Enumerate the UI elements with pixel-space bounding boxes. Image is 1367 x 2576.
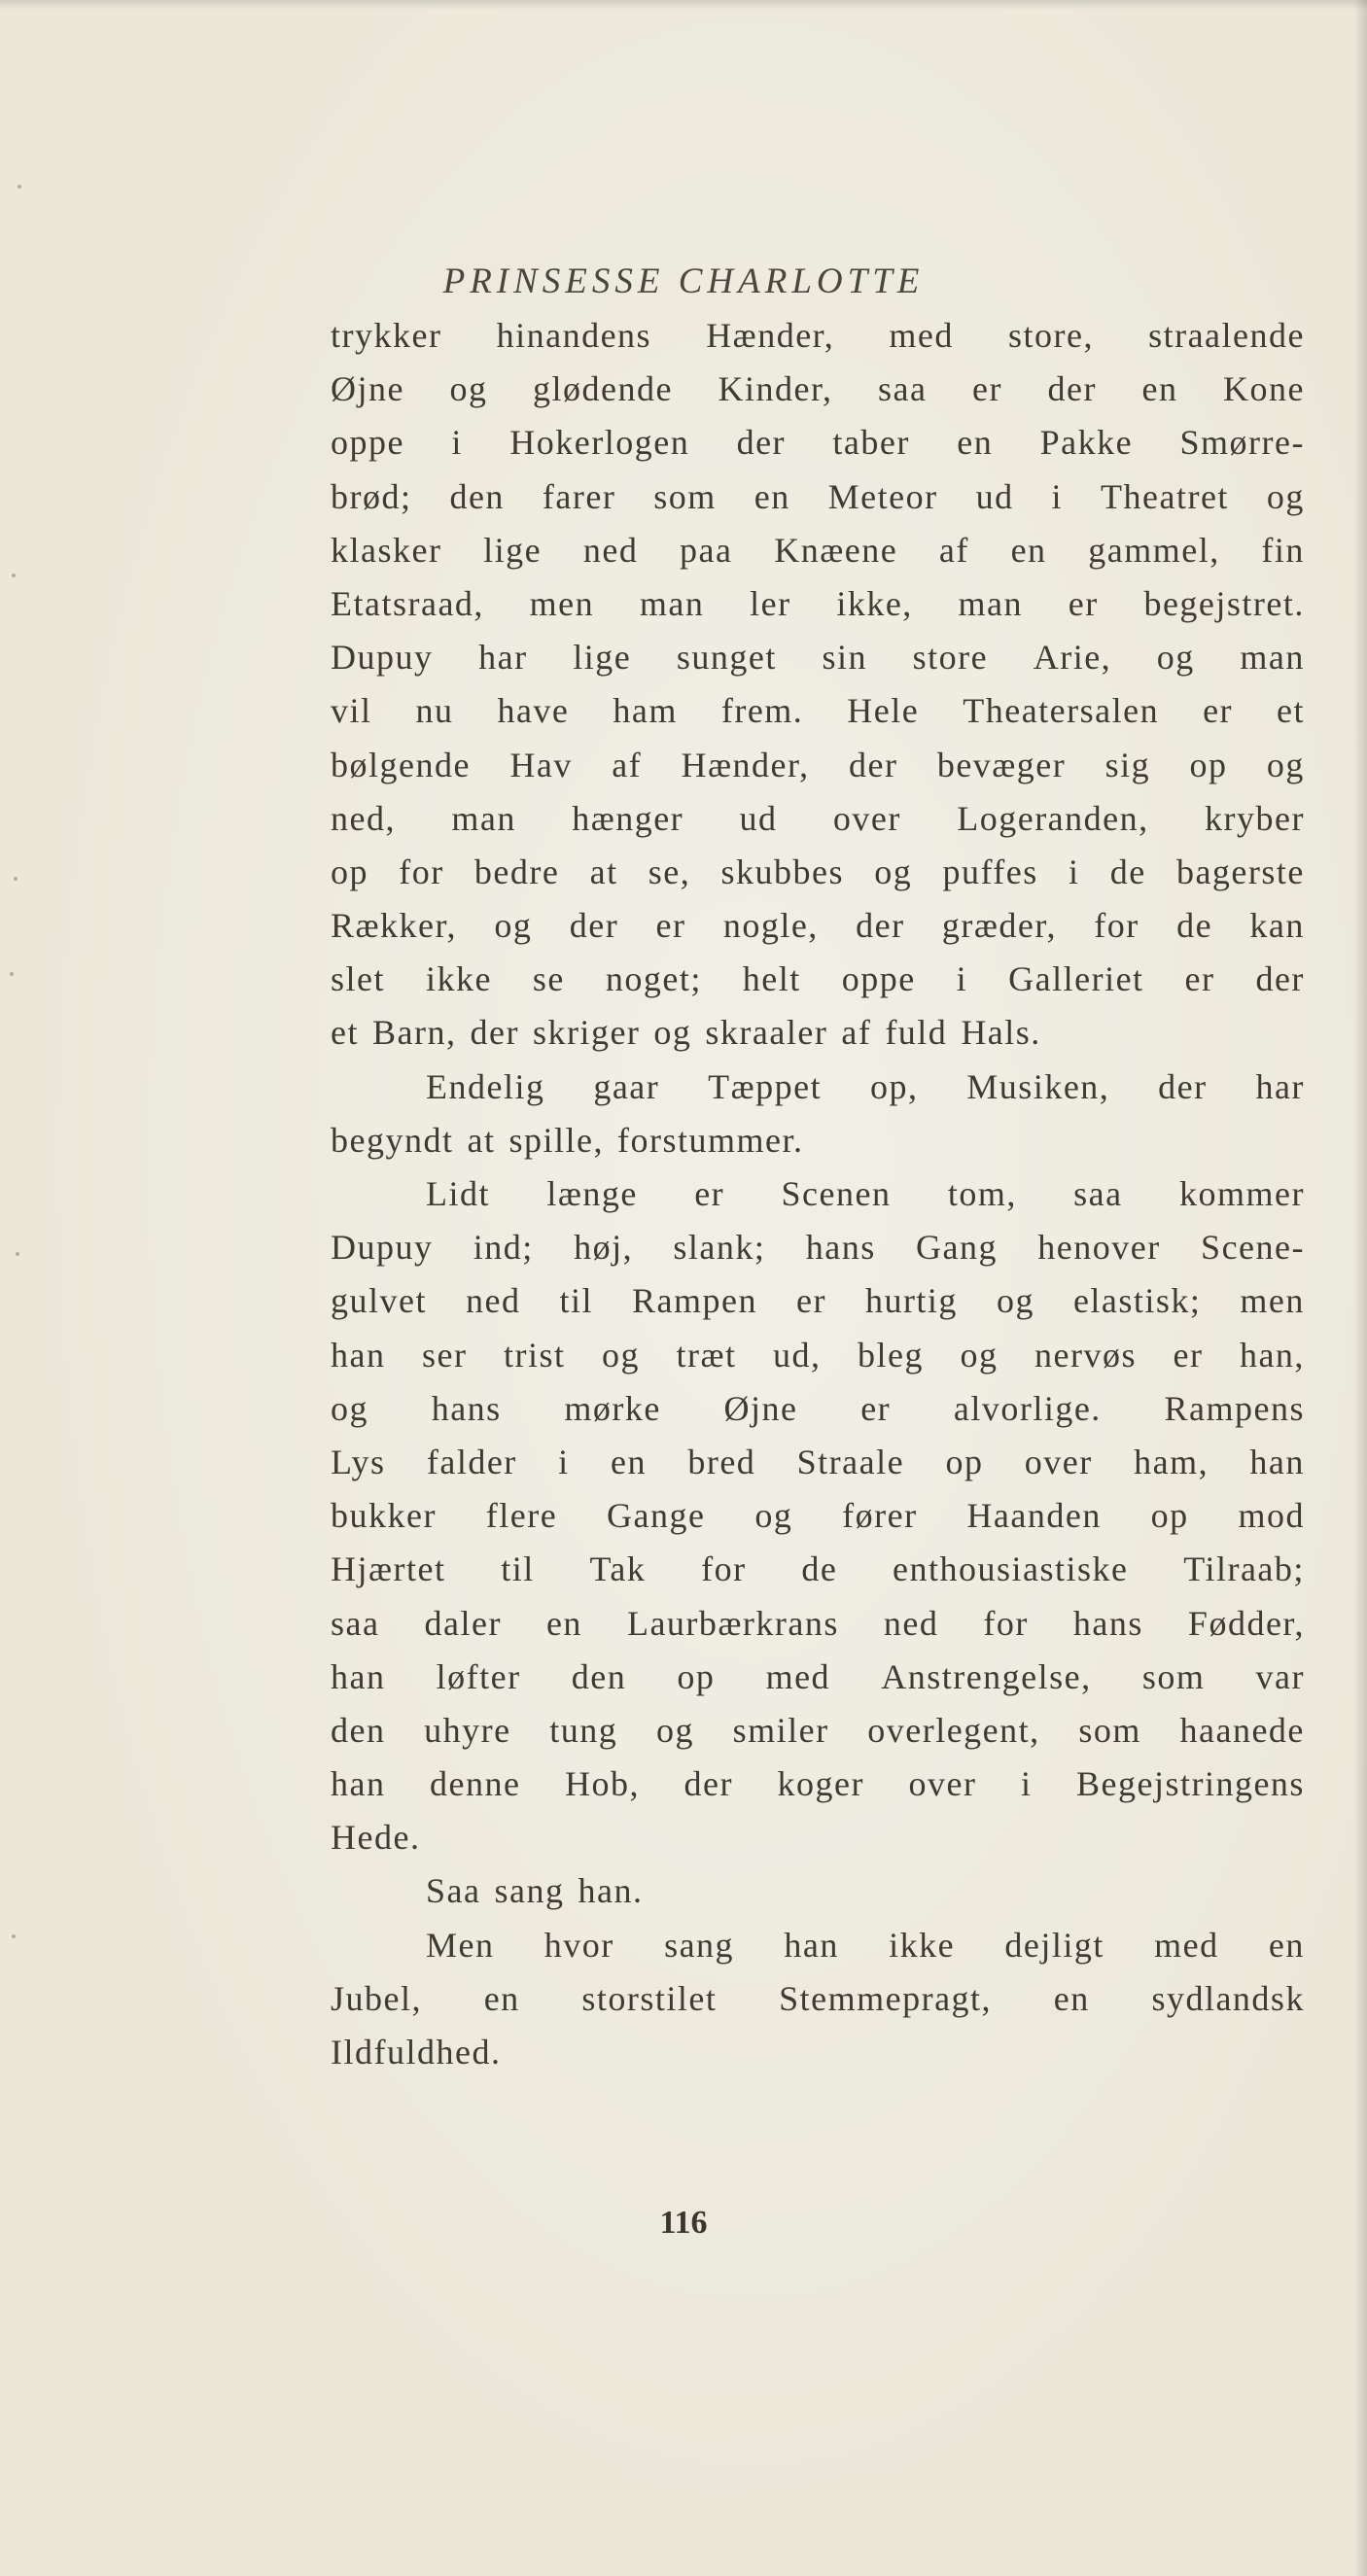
word: der <box>736 423 787 463</box>
word: Etatsraad, <box>331 583 484 623</box>
word: nu <box>415 691 454 731</box>
word: er <box>655 906 686 946</box>
word: der <box>856 906 905 946</box>
word: se <box>532 959 565 999</box>
word: han <box>784 1925 839 1965</box>
word: koger <box>777 1764 864 1804</box>
word: Fødder, <box>1187 1603 1305 1643</box>
word: en <box>545 1603 582 1643</box>
word: smiler <box>732 1710 829 1750</box>
word: Anstrengelse, <box>881 1656 1092 1696</box>
word: den <box>331 1710 386 1750</box>
word: Hav <box>509 745 573 784</box>
word: Pakke <box>1039 423 1134 463</box>
word: Rampens <box>1164 1388 1305 1428</box>
word: trist <box>503 1335 566 1375</box>
word: man <box>451 798 516 838</box>
text-line <box>331 1329 1305 1382</box>
text-line <box>331 1221 1305 1274</box>
word: Barn, <box>371 1013 457 1053</box>
word: en <box>611 1442 647 1481</box>
word: op <box>1150 1496 1189 1536</box>
word: Theatret <box>1101 476 1229 516</box>
word: kryber <box>1205 798 1305 838</box>
word: ned <box>465 1281 521 1321</box>
word: han <box>331 1764 386 1804</box>
word: skraaler <box>705 1013 828 1053</box>
word: Rampen <box>631 1281 757 1321</box>
text-line <box>331 739 1305 792</box>
word: klasker <box>331 530 442 570</box>
word: gulvet <box>331 1281 427 1321</box>
word: ud <box>739 798 778 838</box>
word: er <box>972 369 1002 409</box>
word: men <box>1240 1281 1305 1321</box>
word: saa <box>1073 1174 1123 1213</box>
paper-speck <box>12 574 16 577</box>
word: store, <box>1007 316 1094 355</box>
word: der <box>1255 959 1305 999</box>
word: den <box>571 1656 627 1696</box>
word: lige <box>483 530 543 570</box>
word: til <box>501 1549 535 1589</box>
word: ser <box>421 1335 468 1375</box>
word: og <box>655 1710 694 1750</box>
word: op <box>677 1656 716 1696</box>
word: oppe <box>331 423 404 463</box>
paper-speck <box>10 972 14 976</box>
text-line <box>331 1597 1305 1651</box>
word: han <box>331 1656 386 1696</box>
word: de <box>1176 906 1213 946</box>
word: ham, <box>1134 1442 1209 1481</box>
word: alvorlige. <box>953 1388 1102 1428</box>
word: i <box>558 1442 570 1481</box>
word: sang <box>494 1871 565 1911</box>
text-line <box>331 309 1305 363</box>
text-line <box>331 953 1305 1006</box>
word: at <box>467 1120 496 1160</box>
word: puffes <box>942 852 1038 891</box>
word: der <box>470 1013 519 1053</box>
word: Scenen <box>781 1174 892 1213</box>
word: til <box>559 1281 593 1321</box>
word: Knæene <box>774 530 898 570</box>
word: sin <box>822 638 867 678</box>
word: og <box>601 1335 640 1375</box>
word: og <box>874 852 913 891</box>
word: ikke <box>425 959 492 999</box>
text-line <box>331 524 1305 577</box>
word: ler <box>750 583 791 623</box>
word: begejstret. <box>1143 583 1305 623</box>
text-line <box>331 684 1305 738</box>
word: bevæger <box>936 745 1067 784</box>
page-top-shadow <box>0 0 1367 10</box>
word: og <box>331 1388 368 1428</box>
word: fører <box>842 1496 918 1536</box>
word: Ildfuldhed. <box>331 2033 502 2071</box>
word: hænger <box>572 798 684 838</box>
word: hvor <box>543 1925 614 1965</box>
word: et <box>331 1013 359 1053</box>
word: er <box>795 1281 826 1321</box>
word: Hals. <box>961 1013 1041 1053</box>
word: noget; <box>605 959 702 999</box>
word: de <box>1109 852 1146 891</box>
word: med <box>1154 1925 1219 1965</box>
word: at <box>589 852 618 891</box>
word: ned, <box>331 798 396 838</box>
word: tung <box>549 1710 618 1750</box>
page-edge-shadow <box>1353 0 1367 2576</box>
word: Hjærtet <box>331 1549 446 1589</box>
word: Dupuy <box>331 1228 434 1268</box>
word: Theatersalen <box>963 691 1160 731</box>
word: i <box>451 423 463 463</box>
word: kommer <box>1178 1174 1305 1213</box>
word: store <box>912 638 989 678</box>
word: haanede <box>1179 1710 1305 1750</box>
word: den <box>449 476 505 516</box>
word: af <box>938 530 969 570</box>
word: Hænder, <box>706 316 835 355</box>
word: som <box>653 476 717 516</box>
word: længe <box>546 1174 638 1213</box>
word: Hænder, <box>681 745 810 784</box>
word: Jubel, <box>331 1978 422 2018</box>
word: vil <box>331 691 372 731</box>
word: der <box>1047 369 1097 409</box>
word: sig <box>1104 745 1151 784</box>
word: for <box>983 1603 1029 1643</box>
word: Hede. <box>331 1818 421 1858</box>
word: og <box>653 1013 692 1053</box>
word: han, <box>1239 1335 1305 1375</box>
word: som <box>1141 1656 1206 1696</box>
word: ikke <box>889 1925 956 1965</box>
text-line <box>331 470 1305 524</box>
word: høj, <box>574 1228 634 1268</box>
text-line <box>331 1811 1305 1864</box>
word: sydlandsk <box>1151 1978 1305 2018</box>
text-line <box>331 363 1305 416</box>
word: mod <box>1238 1496 1305 1536</box>
word: mørke <box>564 1388 661 1428</box>
word: for <box>701 1549 747 1589</box>
word: kan <box>1249 906 1305 946</box>
word: Endelig <box>426 1066 545 1106</box>
word: Galleriet <box>1008 959 1144 999</box>
text-line <box>331 899 1305 953</box>
word: men <box>529 583 595 623</box>
text-line <box>331 1167 1305 1221</box>
word: for <box>1094 906 1139 946</box>
text-line <box>331 1489 1305 1543</box>
word: Tæppet <box>708 1066 823 1106</box>
word: ud <box>975 476 1014 516</box>
word: er <box>1184 959 1215 999</box>
word: har <box>1255 1066 1305 1106</box>
word: i <box>956 959 968 999</box>
word: over <box>908 1764 977 1804</box>
word: nervøs <box>1034 1335 1137 1375</box>
word: Tilraab; <box>1183 1549 1305 1589</box>
word: Scene- <box>1201 1228 1305 1268</box>
word: der <box>848 745 898 784</box>
word: op, <box>869 1066 919 1106</box>
word: Øjne <box>331 369 404 409</box>
word: man <box>958 583 1024 623</box>
text-line <box>331 2026 1305 2079</box>
page-number: 116 <box>659 2205 708 2241</box>
word: paa <box>680 530 733 570</box>
text-line <box>331 1704 1305 1758</box>
word: Saa <box>426 1871 481 1911</box>
word: Gang <box>916 1228 998 1268</box>
word: storstilet <box>581 1978 718 2018</box>
word: straalende <box>1148 316 1305 355</box>
word: løfter <box>436 1656 521 1696</box>
word: taber <box>832 423 910 463</box>
word: bukker <box>331 1496 437 1536</box>
word: Stemmepragt, <box>779 1978 993 2018</box>
word: sunget <box>676 638 777 678</box>
word: der <box>684 1764 733 1804</box>
word: hinandens <box>496 316 652 355</box>
text-line <box>331 792 1305 846</box>
word: sang <box>664 1925 735 1965</box>
text-line <box>331 1061 1305 1114</box>
word: denne <box>430 1764 521 1804</box>
word: op <box>945 1442 984 1481</box>
word: en <box>1268 1925 1305 1965</box>
word: henover <box>1037 1228 1161 1268</box>
word: trykker <box>331 316 442 355</box>
paper-speck <box>12 1934 16 1938</box>
word: helt <box>742 959 801 999</box>
word: som <box>1078 1710 1141 1750</box>
word: Lidt <box>426 1174 490 1213</box>
word: se, <box>648 852 691 891</box>
word: han <box>1249 1442 1305 1481</box>
word: i <box>1051 476 1064 516</box>
word: Hele <box>847 691 920 731</box>
word: Dupuy <box>331 638 434 678</box>
text-line <box>331 1972 1305 2026</box>
body-text <box>331 309 1305 2079</box>
word: falder <box>426 1442 517 1481</box>
word: nogle, <box>722 906 819 946</box>
word: enthousiastiske <box>893 1549 1129 1589</box>
word: Laurbærkrans <box>626 1603 839 1643</box>
word: ham <box>613 691 678 731</box>
running-head: PRINSESSE CHARLOTTE <box>442 261 925 301</box>
word: af <box>841 1013 872 1053</box>
word: Straale <box>796 1442 905 1481</box>
word: hans <box>805 1228 876 1268</box>
word: en <box>1053 1978 1090 2018</box>
word: Tak <box>589 1549 647 1589</box>
text-line <box>331 1274 1305 1328</box>
word: var <box>1255 1656 1305 1696</box>
word: bedre <box>473 852 560 891</box>
word: er <box>1068 583 1099 623</box>
word: har <box>478 638 528 678</box>
word: dejligt <box>1004 1925 1104 1965</box>
word: Men <box>426 1925 495 1965</box>
word: op <box>331 852 368 891</box>
word: en <box>1010 530 1047 570</box>
word: hans <box>1072 1603 1143 1643</box>
text-line <box>331 1919 1305 1972</box>
word: Begejstringens <box>1075 1764 1305 1804</box>
word: træt <box>676 1335 737 1375</box>
word: græder, <box>941 906 1057 946</box>
word: slank; <box>673 1228 766 1268</box>
word: ikke, <box>836 583 913 623</box>
word: farer <box>542 476 616 516</box>
word: han. <box>578 1871 644 1911</box>
word: og <box>494 906 533 946</box>
word: og <box>1156 638 1195 678</box>
word: skriger <box>532 1013 641 1053</box>
word: fuld <box>885 1013 948 1053</box>
word: Lys <box>331 1442 386 1481</box>
word: ud, <box>773 1335 822 1375</box>
word: Hokerlogen <box>509 423 690 463</box>
word: ned <box>883 1603 939 1643</box>
word: gaar <box>593 1066 660 1106</box>
word: for <box>399 852 444 891</box>
word: er <box>1203 691 1234 731</box>
word: over <box>832 798 901 838</box>
word: gammel, <box>1088 530 1220 570</box>
word: elastisk; <box>1072 1281 1202 1321</box>
word: ind; <box>473 1228 534 1268</box>
text-line <box>331 577 1305 631</box>
word: forstummer. <box>616 1120 804 1160</box>
word: bred <box>687 1442 756 1481</box>
text-line <box>331 1543 1305 1596</box>
word: hurtig <box>864 1281 958 1321</box>
word: glødende <box>533 369 673 409</box>
word: hans <box>431 1388 502 1428</box>
word: op <box>1189 745 1228 784</box>
word: man <box>1240 638 1305 678</box>
word: bølgende <box>331 745 471 784</box>
word: i <box>1020 1764 1033 1804</box>
word: og <box>960 1335 999 1375</box>
word: skubbes <box>720 852 845 891</box>
word: og <box>1266 476 1305 516</box>
word: og <box>754 1496 793 1536</box>
word: oppe <box>841 959 916 999</box>
text-line <box>331 1651 1305 1704</box>
word: slet <box>331 959 385 999</box>
word: og <box>449 369 488 409</box>
word: Kone <box>1223 369 1305 409</box>
word: Gange <box>607 1496 706 1536</box>
word: er <box>1173 1335 1204 1375</box>
word: begyndt <box>331 1120 454 1160</box>
word: Smørre- <box>1179 423 1305 463</box>
paper-speck <box>16 1252 19 1256</box>
word: en <box>483 1978 520 2018</box>
word: en <box>957 423 994 463</box>
word: i <box>1069 852 1080 891</box>
word: Øjne <box>723 1388 798 1428</box>
word: fin <box>1261 530 1305 570</box>
word: daler <box>424 1603 502 1643</box>
text-line <box>331 1758 1305 1811</box>
word: brød; <box>331 476 412 516</box>
text-line <box>331 1114 1305 1167</box>
word: bleg <box>858 1335 924 1375</box>
word: er <box>694 1174 725 1213</box>
word: en <box>754 476 790 516</box>
word: og <box>1266 745 1305 784</box>
text-line <box>331 1382 1305 1436</box>
word: de <box>801 1549 838 1589</box>
text-line <box>331 416 1305 470</box>
word: uhyre <box>424 1710 511 1750</box>
word: Meteor <box>827 476 938 516</box>
word: et <box>1277 691 1305 731</box>
word: og <box>996 1281 1034 1321</box>
word: Musiken, <box>966 1066 1110 1106</box>
word: Arie, <box>1033 638 1112 678</box>
word: tom, <box>947 1174 1017 1213</box>
word: lige <box>573 638 632 678</box>
paper-speck <box>14 877 18 881</box>
word: bagerste <box>1175 852 1305 891</box>
word: der <box>1158 1066 1208 1106</box>
text-line <box>331 1436 1305 1489</box>
text-line <box>331 1864 1305 1918</box>
word: frem. <box>720 691 804 731</box>
word: han <box>331 1335 386 1375</box>
word: Kinder, <box>718 369 833 409</box>
word: med <box>889 316 954 355</box>
text-line <box>331 631 1305 684</box>
word: over <box>1024 1442 1093 1481</box>
text-line <box>331 846 1305 899</box>
paper-speck <box>18 185 21 189</box>
word: saa <box>331 1603 380 1643</box>
word: Rækker, <box>331 906 458 946</box>
word: saa <box>878 369 928 409</box>
word: er <box>860 1388 892 1428</box>
word: Logeranden, <box>957 798 1149 838</box>
word: en <box>1141 369 1178 409</box>
word: overlegent, <box>867 1710 1040 1750</box>
word: der <box>569 906 619 946</box>
word: af <box>612 745 643 784</box>
text-line <box>331 1006 1305 1060</box>
word: Haanden <box>966 1496 1102 1536</box>
word: have <box>497 691 570 731</box>
word: Hob, <box>564 1764 640 1804</box>
word: man <box>639 583 705 623</box>
word: ned <box>582 530 639 570</box>
word: flere <box>485 1496 558 1536</box>
word: spille, <box>508 1120 604 1160</box>
word: med <box>765 1656 831 1696</box>
